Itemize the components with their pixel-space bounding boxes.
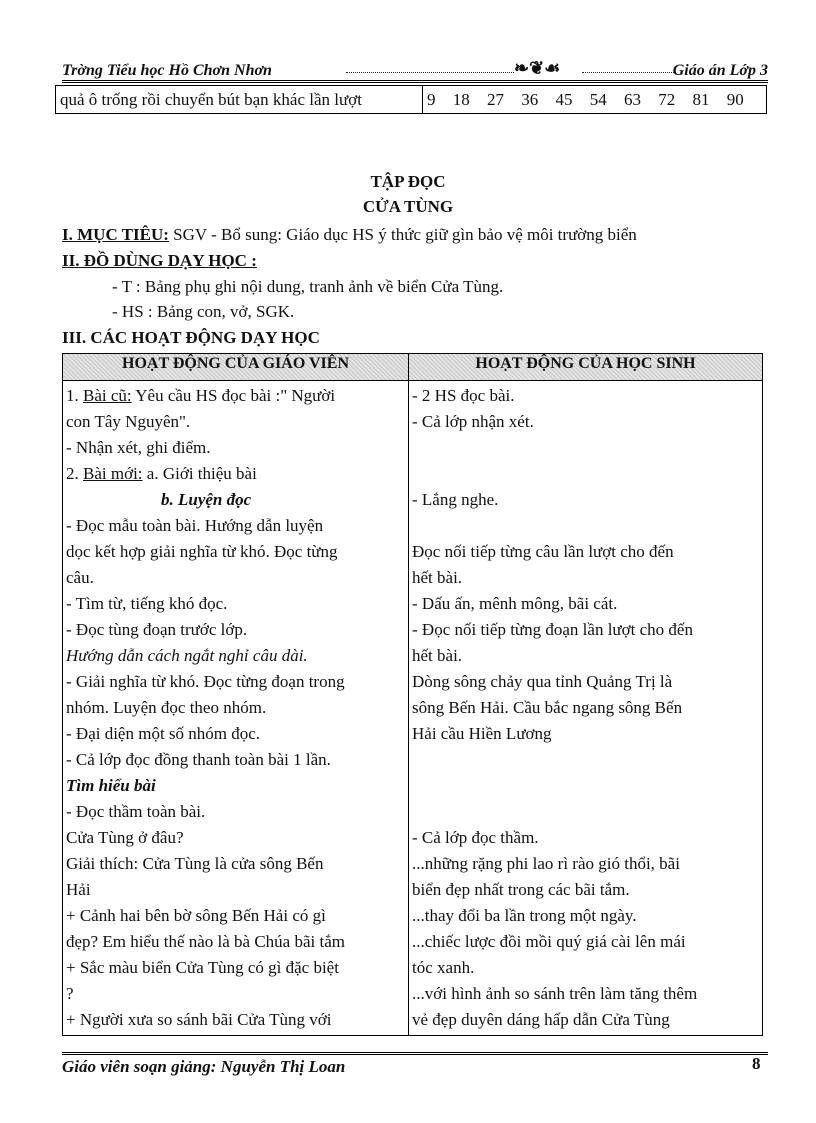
list-item: tóc xanh. — [412, 958, 475, 977]
count-number: 36 — [521, 89, 539, 109]
list-item: sông Bến Hải. Cầu bắc ngang sông Bến — [412, 698, 683, 717]
list-item: - Tìm từ, tiếng khó đọc. — [66, 594, 228, 613]
footer-author: Giáo viên soạn giảng: Nguyễn Thị Loan — [62, 1057, 346, 1076]
list-item: đẹp? Em hiểu thế nào là bà Chúa bãi tắm — [66, 932, 345, 951]
list-item: - Nhận xét, ghi điểm. — [66, 438, 211, 457]
student-activities — [409, 381, 763, 1036]
list-item: vẻ đẹp duyên dáng hấp dẫn Cửa Tùng — [412, 1010, 670, 1029]
list-item: - Giải nghĩa từ khó. Đọc từng đoạn trong — [66, 672, 345, 691]
count-number: 90 — [726, 89, 744, 109]
list-item: Tìm hiểu bài — [66, 776, 156, 795]
list-item: - Lắng nghe. — [412, 490, 499, 509]
list-item — [412, 513, 759, 539]
activities-heading — [62, 328, 320, 348]
list-item: hết bài. — [412, 568, 463, 587]
list-item: câu. — [66, 568, 94, 587]
list-item: - Đọc tùng đoạn trước lớp. — [66, 620, 248, 639]
list-item: - Đọc mẫu toàn bài. Hướng dẫn luyện — [66, 516, 324, 535]
student-column-header: HOẠT ĐỘNG CỦA HỌC SINH — [409, 354, 763, 381]
list-item: nhóm. Luyện đọc theo nhóm. — [66, 698, 267, 717]
list-item: - Dấu ấn, mênh mông, bãi cát. — [412, 594, 618, 613]
count-number: 63 — [624, 89, 641, 109]
list-item — [412, 461, 759, 487]
list-item — [412, 747, 759, 773]
list-item: 2. Bài mới: a. Giới thiệu bài — [66, 464, 257, 483]
lesson-subject: TẬP ĐỌC — [370, 172, 446, 191]
header-dotted-line — [582, 72, 676, 73]
counting-table — [55, 85, 767, 114]
objectives-line — [62, 225, 637, 245]
list-item: ...với hình ảnh so sánh trên làm tăng thêm — [412, 984, 698, 1003]
page-number: 8 — [752, 1054, 761, 1073]
book-ornament-icon: ❧❦☙ — [514, 58, 561, 78]
teacher-column-header: HOẠT ĐỘNG CỦA GIÁO VIÊN — [63, 354, 409, 381]
count-number: 27 — [487, 89, 504, 109]
list-item: ...chiếc lược đồi mồi quý giá cài lên mái — [412, 932, 686, 951]
list-item: ...thay đổi ba lần trong một ngày. — [412, 906, 637, 925]
list-item: Hướng dẫn cách ngắt nghỉ câu dài. — [66, 646, 308, 665]
list-item: Đọc nối tiếp từng câu lần lượt cho đến — [412, 542, 674, 561]
footer-rule — [62, 1052, 768, 1055]
list-item: - Cả lớp nhận xét. — [412, 412, 534, 431]
materials-label: II. ĐỒ DÙNG DẠY HỌC : — [62, 251, 257, 270]
count-number: 18 — [452, 89, 470, 109]
table-header-row — [63, 354, 763, 381]
school-name: Trờng Tiểu học Hồ Chơn Nhơn — [62, 62, 272, 79]
teacher-activities — [63, 381, 409, 1036]
table-row — [63, 381, 763, 1036]
objectives-text: SGV - Bổ sung: Giáo dục HS ý thức giữ gìn bảo vệ môi trường biển — [168, 225, 637, 244]
list-item — [412, 799, 759, 825]
list-item: - Đại diện một số nhóm đọc. — [66, 724, 261, 743]
list-item: 1. Bài cũ: Yêu cầu HS đọc bài :" Người — [66, 386, 336, 405]
lesson-title: CỬA TÙNG — [362, 197, 454, 216]
list-item: con Tây Nguyên". — [66, 412, 191, 431]
list-item: + Sắc màu biển Cửa Tùng có gì đặc biệt — [66, 958, 339, 977]
list-item: Giải thích: Cửa Tùng là cửa sông Bến — [66, 854, 324, 873]
list-item: hết bài. — [412, 646, 463, 665]
list-item: - 2 HS đọc bài. — [412, 386, 515, 405]
count-number: 81 — [692, 89, 710, 109]
header-dotted-line — [346, 72, 514, 73]
list-item: biển đẹp nhất trong các bãi tắm. — [412, 880, 630, 899]
list-item: b. Luyện đọc — [161, 490, 252, 509]
objectives-label: I. MỤC TIÊU: — [62, 225, 169, 244]
list-item: ? — [66, 984, 74, 1003]
list-item: dọc kết hợp giải nghĩa từ khó. Đọc từng — [66, 542, 338, 561]
counting-instruction: quả ô trống rồi chuyển bút bạn khác lần lượt — [56, 86, 423, 114]
list-item — [412, 773, 759, 799]
counting-numbers — [423, 86, 767, 114]
list-item: + Cảnh hai bên bờ sông Bến Hải có gì — [66, 906, 326, 925]
page-header — [62, 58, 768, 82]
list-item — [412, 435, 759, 461]
count-number: 9 — [427, 89, 436, 109]
list-item: Hải — [66, 880, 91, 899]
list-item: Dòng sông chảy qua tỉnh Quảng Trị là — [412, 672, 673, 691]
list-item: Hải cầu Hiền Lương — [412, 724, 552, 743]
activities-table — [62, 353, 763, 1036]
list-item: - Cả lớp đọc đồng thanh toàn bài 1 lần. — [66, 750, 331, 769]
lesson-plan-label: Giáo án Lớp 3 — [672, 62, 768, 79]
count-number: 45 — [555, 89, 573, 109]
header-rule — [62, 80, 768, 83]
table-row — [56, 86, 767, 114]
count-number: 54 — [589, 89, 607, 109]
list-item: - Đọc nối tiếp từng đoạn lần lượt cho đến — [412, 620, 693, 639]
material-teacher: - T : Bảng phụ ghi nội dung, tranh ảnh về biển Cửa Tùng. — [112, 277, 504, 296]
list-item: ...những rặng phi lao rì rào gió thổi, bãi — [412, 854, 680, 873]
list-item: Cửa Tùng ở đâu? — [66, 828, 184, 847]
materials-heading — [62, 251, 257, 271]
count-number: 72 — [658, 89, 676, 109]
activities-label: III. CÁC HOẠT ĐỘNG DẠY HỌC — [62, 328, 320, 347]
list-item: - Đọc thầm toàn bài. — [66, 802, 206, 821]
list-item: + Người xưa so sánh bãi Cửa Tùng với — [66, 1010, 332, 1029]
material-student: - HS : Bảng con, vở, SGK. — [112, 302, 295, 321]
list-item: - Cả lớp đọc thầm. — [412, 828, 539, 847]
